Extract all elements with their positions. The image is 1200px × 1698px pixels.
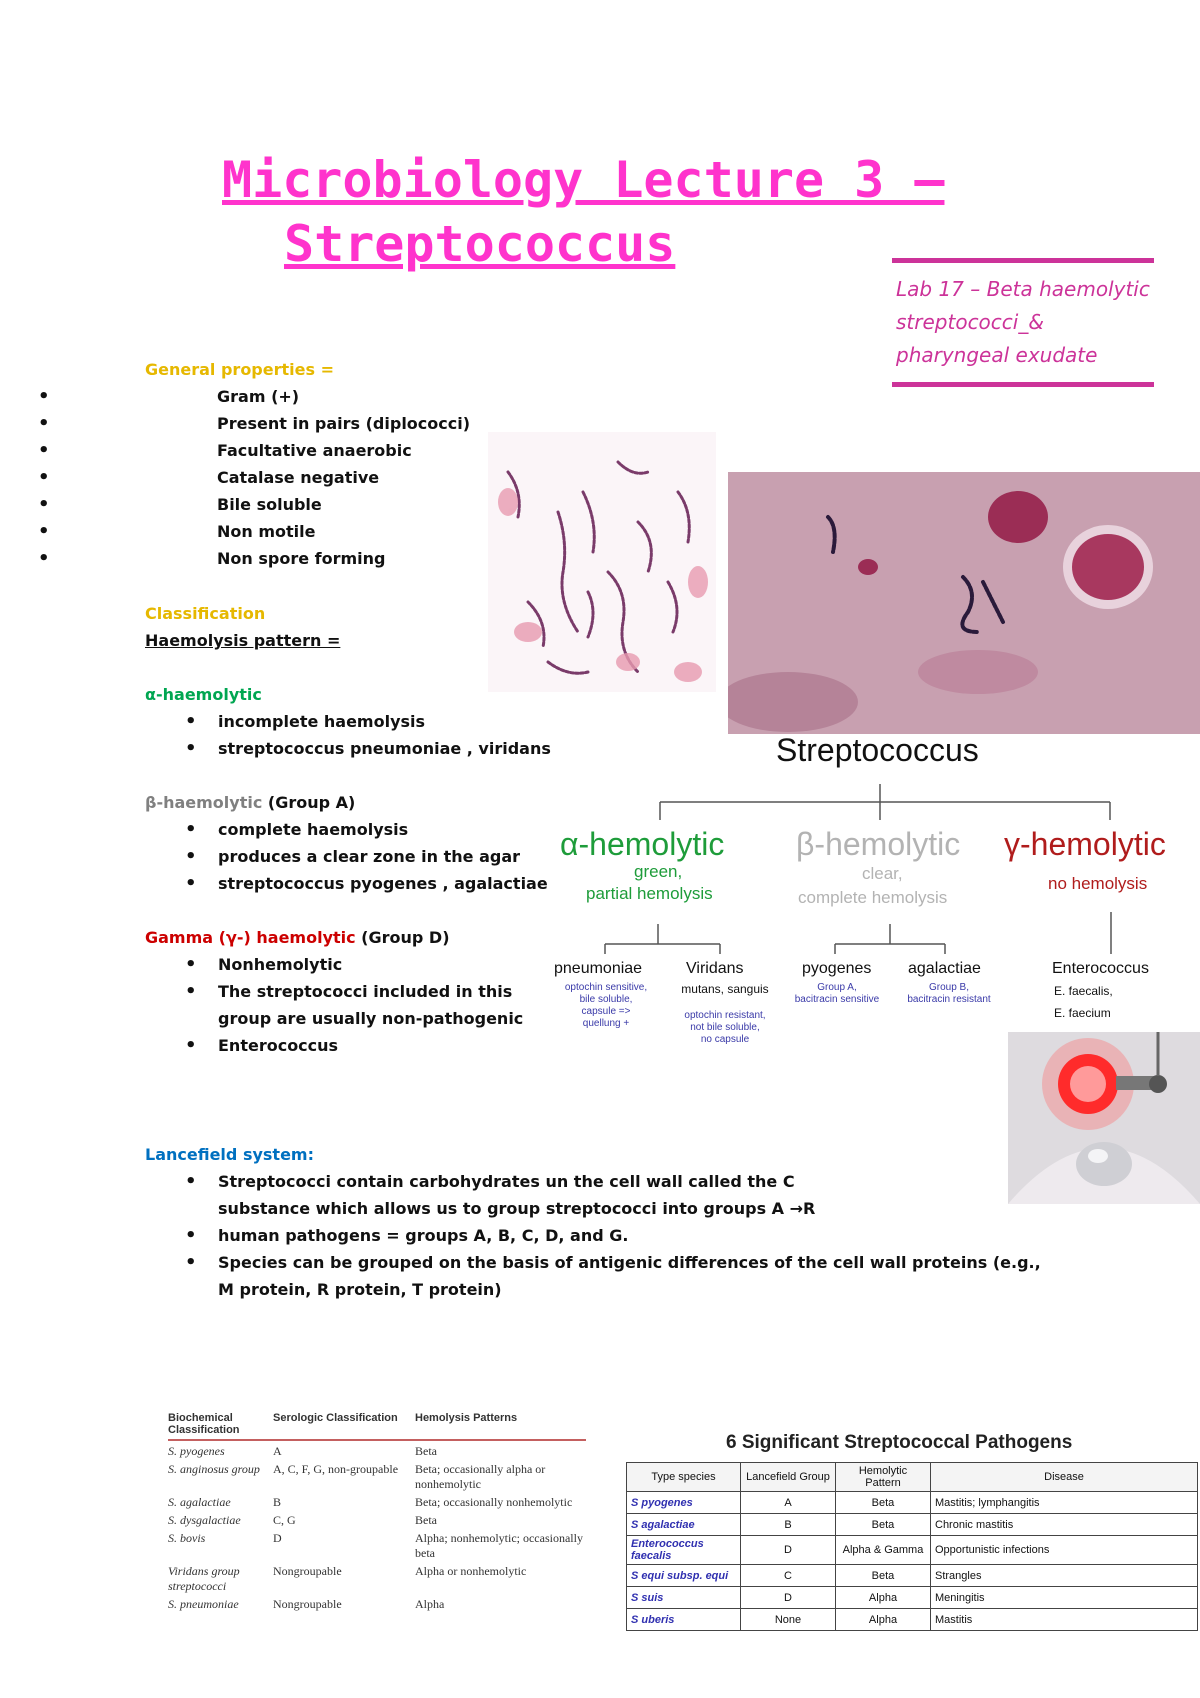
table-cell: S pyogenes — [627, 1492, 741, 1514]
table-cell: S. agalactiae — [168, 1495, 231, 1509]
tree-beta-title: β-hemolytic — [796, 826, 961, 862]
lab-line-2: streptococci_& — [896, 310, 1044, 334]
table-cell: Alpha — [836, 1609, 931, 1631]
haemolysis-subheading: Haemolysis pattern = — [145, 631, 341, 650]
table-cell: D — [741, 1536, 836, 1565]
table-cell: D — [741, 1587, 836, 1609]
micrograph-chains-icon — [488, 432, 716, 692]
table-cell: Alpha — [836, 1587, 931, 1609]
tree-beta-sub2: complete hemolysis — [798, 888, 948, 907]
tree-root: Streptococcus — [776, 732, 979, 768]
tree-viridans-detail-1: optochin resistant, — [684, 1010, 766, 1021]
tree-agalactiae-detail-2: bacitracin resistant — [907, 994, 991, 1005]
lab-line-1: Lab 17 – Beta haemolytic — [896, 277, 1150, 301]
pathogens-header-row — [627, 1463, 1198, 1492]
biochemical-table — [168, 1412, 586, 1612]
list-item: • streptococcus pneumoniae , viridans — [145, 735, 565, 762]
biochem-rows — [168, 1441, 586, 1612]
table-cell: Mastitis — [931, 1609, 1198, 1631]
hemolysis-tree-diagram — [550, 732, 1200, 1052]
tree-alpha-sub1: green, — [634, 862, 683, 881]
tree-pyogenes-detail-2: bacitracin sensitive — [794, 994, 880, 1005]
table-cell: Nongroupable — [273, 1597, 342, 1611]
list-item: • Gram (+) — [0, 383, 565, 410]
table-cell: Alpha — [415, 1597, 445, 1611]
table-cell: Enterococcus faecalis — [627, 1536, 741, 1565]
list-item: • complete haemolysis — [145, 816, 565, 843]
pathogens-header: Lancefield Group — [741, 1463, 836, 1492]
tree-pyogenes-detail-1: Group A, — [817, 982, 857, 993]
tree-gamma-title: γ-hemolytic — [1004, 826, 1166, 862]
biochem-header-2: Serologic Classification — [273, 1412, 398, 1424]
table-cell: Beta; occasionally nonhemolytic — [415, 1495, 573, 1509]
list-item: • streptococcus pyogenes , agalactiae — [145, 870, 565, 897]
pathogens-header: Disease — [931, 1463, 1198, 1492]
pathogens-section — [626, 1432, 1200, 1631]
lab-line-3: pharyngeal exudate — [896, 343, 1098, 367]
list-item: • incomplete haemolysis — [145, 708, 565, 735]
table-cell: None — [741, 1609, 836, 1631]
table-cell: S. dysgalactiae — [168, 1513, 241, 1527]
gram-stain-micrograph — [488, 432, 716, 692]
tree-agalactiae: agalactiae — [908, 960, 981, 977]
tree-pneumoniae-detail-2: bile soluble, — [579, 994, 633, 1005]
table-cell: D — [273, 1531, 282, 1545]
classification-heading: Classification — [145, 604, 266, 623]
general-heading: General properties = — [145, 360, 334, 379]
gamma-block — [145, 924, 565, 1059]
table-row — [168, 1561, 586, 1594]
table-row — [168, 1528, 586, 1561]
tree-enterococcus-detail-1: E. faecalis, — [1054, 984, 1113, 998]
lab-note — [892, 258, 1154, 387]
list-item: • The streptococci included in this group are usually non-pathogenic — [145, 978, 565, 1032]
table-cell: Alpha; nonhemolytic; occasionally beta — [415, 1531, 583, 1560]
lab-bottom-rule — [892, 382, 1154, 387]
table-row — [168, 1510, 586, 1528]
table-cell: C — [741, 1565, 836, 1587]
table-cell: S. anginosus group — [168, 1462, 260, 1476]
table-cell: Beta — [836, 1492, 931, 1514]
page-title-line2: Streptococcus — [284, 215, 676, 273]
tree-pyogenes: pyogenes — [802, 960, 872, 977]
table-cell: C, G — [273, 1513, 296, 1527]
alpha-heading: α-haemolytic — [145, 685, 262, 704]
tree-alpha-sub2: partial hemolysis — [586, 884, 713, 903]
list-item: • Nonhemolytic — [145, 951, 565, 978]
tree-pneumoniae: pneumoniae — [554, 960, 643, 977]
table-cell: S suis — [627, 1587, 741, 1609]
beta-block — [145, 789, 565, 897]
table-row — [627, 1536, 1198, 1565]
incubator-lamp-image — [1008, 1032, 1200, 1204]
table-cell: A, C, F, G, non-groupable — [273, 1462, 399, 1476]
table-cell: A — [741, 1492, 836, 1514]
pathogens-header: Hemolytic Pattern — [836, 1463, 931, 1492]
table-cell: Beta; occasionally alpha or nonhemolytic — [415, 1462, 546, 1491]
tissue-micrograph — [728, 472, 1200, 734]
table-row — [627, 1492, 1198, 1514]
list-item: • Species can be grouped on the basis of antigenic differences of the cell wall proteins (e.g., M protein, R protein, T protein) — [145, 1249, 1058, 1303]
table-cell: Opportunistic infections — [931, 1536, 1198, 1565]
tree-enterococcus: Enterococcus — [1052, 960, 1149, 977]
list-item: • Non spore forming — [0, 545, 565, 572]
table-cell: Beta — [415, 1513, 437, 1527]
pathogens-title: 6 Significant Streptococcal Pathogens — [726, 1432, 1073, 1453]
list-item: • produces a clear zone in the agar — [145, 843, 565, 870]
table-cell: Meningitis — [931, 1587, 1198, 1609]
table-row — [627, 1609, 1198, 1631]
table-row — [168, 1594, 586, 1612]
list-item: • Facultative anaerobic — [0, 437, 565, 464]
lancefield-heading: Lancefield system: — [145, 1145, 314, 1164]
lancefield-block — [145, 1141, 1085, 1303]
list-item: • Enterococcus — [145, 1032, 565, 1059]
table-cell: S agalactiae — [627, 1514, 741, 1536]
alpha-block — [145, 681, 565, 762]
table-cell: Nongroupable — [273, 1564, 342, 1578]
table-cell: S. pneumoniae — [168, 1597, 239, 1611]
list-item: • Present in pairs (diplococci) — [0, 410, 565, 437]
table-row — [627, 1514, 1198, 1536]
tree-pneumoniae-detail-3: capsule => — [581, 1006, 631, 1017]
tree-alpha-title: α-hemolytic — [560, 826, 725, 862]
gamma-heading: Gamma (γ-) haemolytic — [145, 928, 356, 947]
table-cell: Beta — [836, 1565, 931, 1587]
table-cell: Alpha or nonhemolytic — [415, 1564, 527, 1578]
table-row — [627, 1587, 1198, 1609]
pathogens-header: Type species — [627, 1463, 741, 1492]
pathogens-table — [626, 1462, 1198, 1631]
table-cell: B — [741, 1514, 836, 1536]
table-cell: Beta — [415, 1444, 437, 1458]
table-cell: S equi subsp. equi — [627, 1565, 741, 1587]
table-row — [168, 1492, 586, 1510]
table-cell: S uberis — [627, 1609, 741, 1631]
tree-beta-sub1: clear, — [862, 864, 903, 883]
table-cell: Alpha & Gamma — [836, 1536, 931, 1565]
table-cell: S. pyogenes — [168, 1444, 225, 1458]
list-item: • Bile soluble — [0, 491, 565, 518]
tree-viridans: Viridans — [686, 960, 744, 977]
list-item: • Streptococci contain carbohydrates un the cell wall called the C substance which allows us to group streptococci into groups A →R — [145, 1168, 858, 1222]
list-item: • Catalase negative — [0, 464, 565, 491]
table-row — [168, 1459, 586, 1492]
tree-pneumoniae-detail-1: optochin sensitive, — [564, 982, 648, 993]
tissue-photo-icon — [728, 472, 1200, 734]
beta-group: (Group A) — [262, 793, 356, 812]
list-item: • Non motile — [0, 518, 565, 545]
gamma-group: (Group D) — [355, 928, 450, 947]
table-cell: Strangles — [931, 1565, 1198, 1587]
page-title-line1: Microbiology Lecture 3 – — [222, 151, 945, 209]
tree-gamma-sub1: no hemolysis — [1048, 874, 1148, 893]
list-item: • human pathogens = groups A, B, C, D, and G. — [145, 1222, 865, 1249]
table-row — [627, 1565, 1198, 1587]
table-cell: S. bovis — [168, 1531, 206, 1545]
light-bulb-icon — [1008, 1032, 1200, 1204]
tree-agalactiae-detail-1: Group B, — [928, 982, 970, 993]
biochem-header-3: Hemolysis Patterns — [415, 1412, 518, 1424]
table-cell: A — [273, 1444, 282, 1458]
table-cell: Viridans group streptococci — [168, 1564, 240, 1593]
tree-viridans-detail-0: mutans, sanguis — [681, 982, 769, 996]
tree-enterococcus-detail-2: E. faecium — [1054, 1006, 1111, 1020]
table-row — [168, 1441, 586, 1459]
table-cell: B — [273, 1495, 282, 1509]
biochem-header-1: Biochemical Classification — [168, 1412, 240, 1436]
tree-viridans-detail-2: not bile soluble, — [690, 1022, 760, 1033]
table-cell: Beta — [836, 1514, 931, 1536]
tree-pneumoniae-detail-4: quellung + — [582, 1018, 630, 1029]
tree-viridans-detail-3: no capsule — [700, 1034, 750, 1045]
beta-heading: β-haemolytic — [145, 793, 263, 812]
table-cell: Mastitis; lymphangitis — [931, 1492, 1198, 1514]
table-cell: Chronic mastitis — [931, 1514, 1198, 1536]
